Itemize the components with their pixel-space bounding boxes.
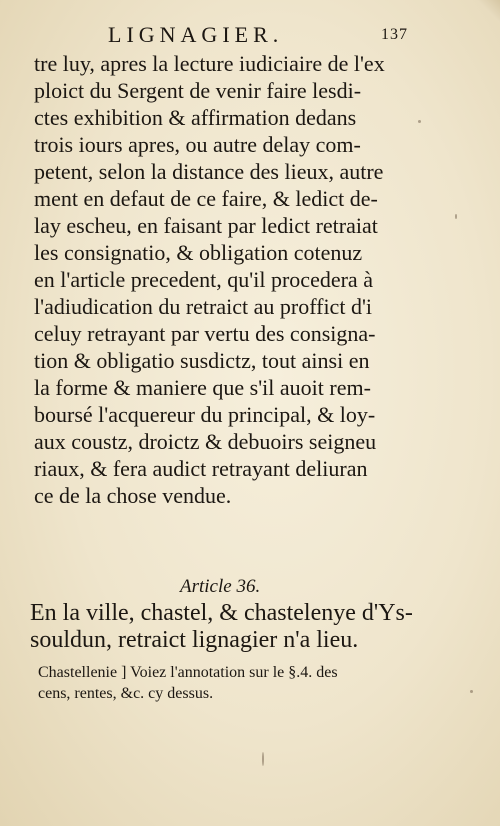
- text-line: ce de la chose vendue.: [34, 483, 232, 508]
- text-line: ment en defaut de ce faire, & ledict de-: [34, 186, 378, 211]
- text-line: aux coustz, droictz & debuoirs seigneu: [34, 429, 377, 454]
- text-line: ploict du Sergent de venir faire lesdi-: [34, 78, 362, 103]
- text-line: les consignatio, & obligation cotenuz: [34, 240, 363, 265]
- text-line: trois iours apres, ou autre delay com-: [34, 132, 361, 157]
- text-line: celuy retrayant par vertu des consigna-: [34, 321, 376, 346]
- page-corner-fold: [474, 0, 500, 26]
- text-line: riaux, & fera audict retrayant deliuran: [34, 456, 368, 481]
- text-line: l'adiudication du retraict au proffict d'i: [34, 294, 373, 319]
- text-line: petent, selon la distance des lieux, autre: [34, 159, 384, 184]
- note-line: Chastellenie ] Voiez l'annotation sur le §.4. des: [38, 664, 338, 681]
- annotation-note: [38, 662, 428, 704]
- page-header: [108, 22, 408, 52]
- text-line: tre luy, apres la lecture iudiciaire de l'ex: [34, 51, 385, 76]
- ink-speck: [455, 214, 457, 219]
- ink-speck: [262, 752, 264, 766]
- ink-speck: [418, 120, 421, 123]
- article-paragraph: [30, 598, 430, 652]
- article-heading: Article 36.: [180, 576, 261, 597]
- text-line: ctes exhibition & affirmation dedans: [34, 105, 357, 130]
- text-line: tion & obligatio susdictz, tout ainsi en: [34, 348, 370, 373]
- article-line: souldun, retraict lignagier n'a lieu.: [30, 627, 359, 653]
- running-title: LIGNAGIER.: [108, 22, 284, 47]
- text-line: la forme & maniere que s'il auoit rem-: [34, 375, 371, 400]
- text-line: lay escheu, en faisant par ledict retraiat: [34, 213, 378, 238]
- main-paragraph: [34, 50, 414, 509]
- page-number: 137: [381, 26, 408, 43]
- note-line: cens, rentes, &c. cy dessus.: [38, 685, 214, 702]
- text-line: en l'article precedent, qu'il procedera à: [34, 267, 373, 292]
- ink-speck: [470, 690, 473, 693]
- text-line: boursé l'acquereur du principal, & loy-: [34, 402, 376, 427]
- article-line: En la ville, chastel, & chastelenye d'Ys-: [30, 600, 413, 626]
